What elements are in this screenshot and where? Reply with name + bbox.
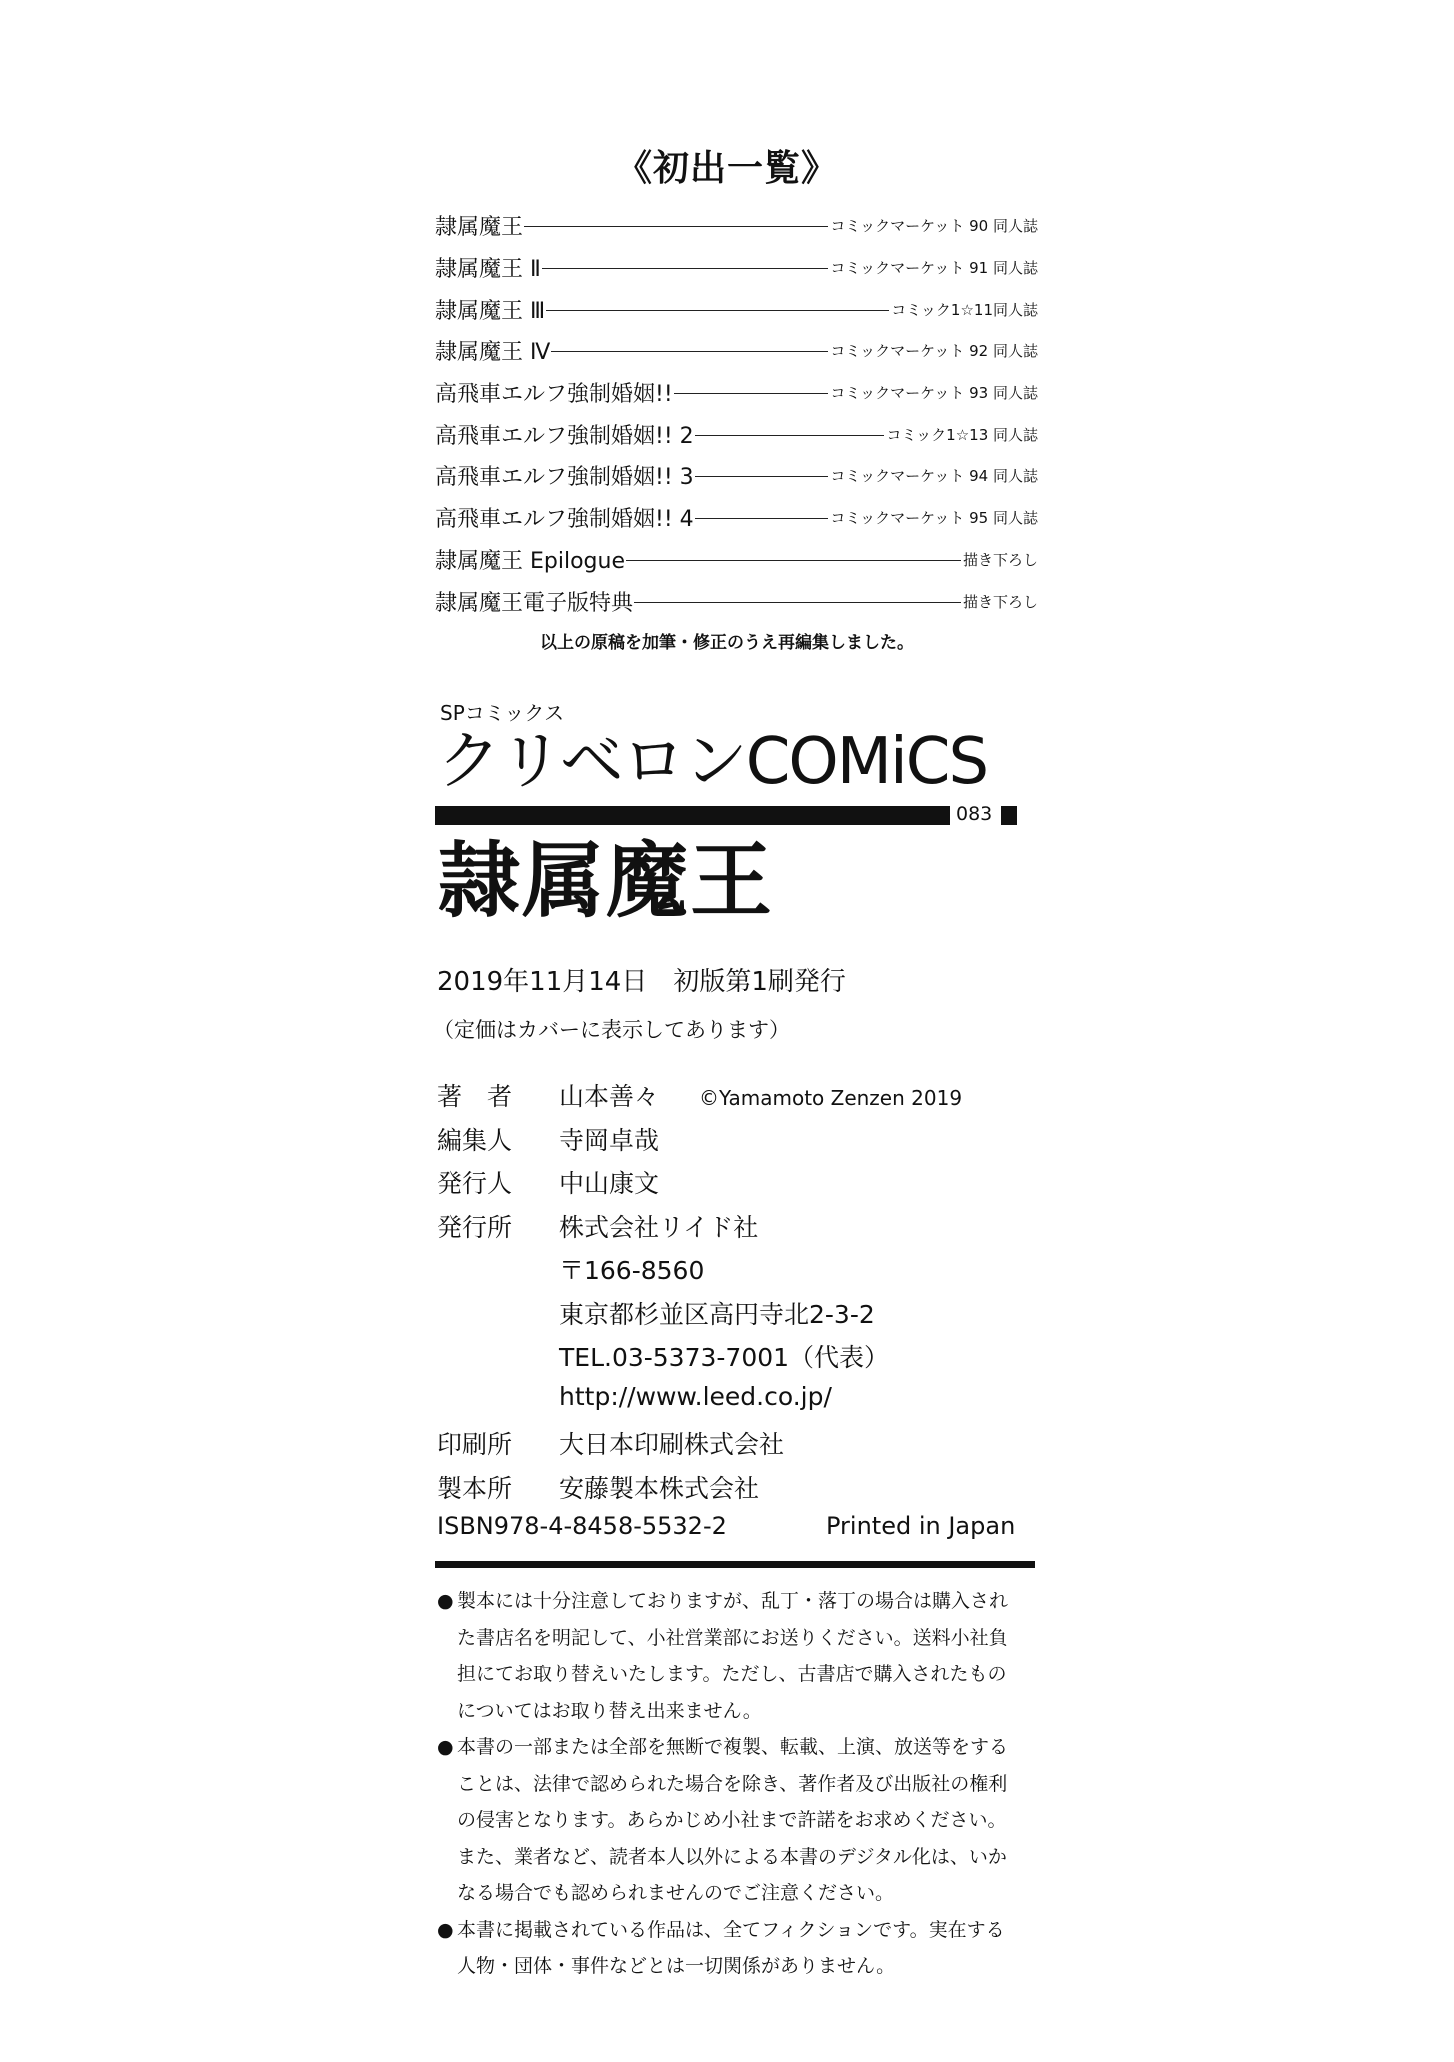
notice-line: た書店名を明記して、小社営業部にお送りください。送料小社負	[457, 1626, 1008, 1649]
toc-item	[435, 205, 1038, 247]
toc-item-title: 隷属魔王 Ⅳ	[435, 340, 551, 366]
notices	[437, 1583, 1037, 1985]
toc-item-title: 隷属魔王 Epilogue	[435, 548, 625, 574]
notice-line: ● 製本には十分注意しておりますが、乱丁・落丁の場合は購入され	[437, 1583, 1037, 1620]
book-title: 隷属魔王	[438, 834, 775, 929]
toc-item-source: コミックマーケット 95 同人誌	[830, 509, 1038, 528]
toc-item-source: コミック1☆11同人誌	[891, 300, 1038, 319]
credit-author	[437, 1077, 962, 1121]
credit-label: 製本所	[437, 1473, 513, 1503]
toc-leader-line	[626, 560, 961, 561]
toc-item-source: コミック1☆13 同人誌	[886, 425, 1038, 444]
publisher-postal-code: 〒166-8560	[559, 1256, 705, 1285]
toc-leader-line	[695, 435, 885, 436]
toc-leader-line	[524, 226, 828, 227]
toc-item-title: 高飛車エルフ強制婚姻!! 4	[435, 507, 694, 533]
binder-name: 安藤製本株式会社	[559, 1473, 760, 1503]
notice-line: 人物・団体・事件などとは一切関係がありません。	[457, 1955, 896, 1977]
toc-heading: 《初出一覧》	[615, 148, 838, 189]
toc-item-source: コミックマーケット 94 同人誌	[830, 467, 1038, 486]
credits	[437, 1077, 962, 1512]
toc-item	[435, 247, 1038, 289]
section-divider	[435, 1561, 1035, 1568]
notice-line: ことは、法律で認められた場合を除き、著作者及び出版社の権利	[457, 1772, 1008, 1795]
publisher-url: http://www.leed.co.jp/	[559, 1381, 832, 1411]
isbn: ISBN978-4-8458-5532-2	[437, 1512, 727, 1540]
toc-item-source: 描き下ろし	[962, 550, 1038, 569]
toc-item-title: 高飛車エルフ強制婚姻!! 3	[435, 465, 694, 491]
bullet-icon: ●	[437, 1590, 454, 1612]
notice-line: 担にてお取り替えいたします。ただし、古書店で購入されたもの	[457, 1663, 1007, 1685]
label-logo: クリベロンCOMiCS	[437, 725, 988, 799]
credit-publisher	[437, 1208, 962, 1252]
publisher-tel-row	[437, 1338, 962, 1382]
toc-item-source: コミックマーケット 91 同人誌	[830, 259, 1038, 278]
credit-publisher-person	[437, 1164, 962, 1208]
toc-item-title: 隷属魔王電子版特典	[435, 590, 634, 616]
notice-line: の侵害となります。あらかじめ小社まで許諾をお求めください。	[457, 1809, 1007, 1831]
toc-item-title: 隷属魔王	[435, 215, 524, 241]
toc-item	[435, 413, 1038, 455]
credit-label: 発行人	[437, 1169, 513, 1198]
toc-leader-line	[634, 602, 961, 603]
publisher-address: 東京都杉並区高円寺北2-3-2	[559, 1299, 875, 1329]
series-square-mark	[1001, 806, 1017, 825]
toc-item-title: 高飛車エルフ強制婚姻!! 2	[435, 423, 694, 449]
toc-item	[435, 330, 1038, 372]
toc-item	[435, 580, 1038, 622]
credit-label: 印刷所	[437, 1430, 513, 1459]
toc-leader-line	[674, 393, 829, 394]
bullet-icon: ●	[437, 1918, 454, 1941]
credit-label: 編集人	[437, 1125, 513, 1155]
toc-leader-line	[542, 268, 829, 269]
credit-label: 発行所	[437, 1212, 513, 1242]
credit-label: 著 者	[437, 1082, 513, 1111]
toc-item-title: 隷属魔王 Ⅲ	[435, 298, 546, 324]
printer-name: 大日本印刷株式会社	[559, 1430, 785, 1459]
toc-item	[435, 539, 1038, 581]
toc-leader-line	[546, 310, 889, 311]
credit-editor	[437, 1121, 962, 1165]
toc-item	[435, 455, 1038, 497]
publisher-person-name: 中山康文	[559, 1169, 660, 1198]
toc-leader-line	[695, 518, 829, 519]
toc-item-source: コミックマーケット 90 同人誌	[830, 217, 1038, 236]
toc-item-source: 描き下ろし	[962, 592, 1038, 611]
publisher-url-row	[437, 1382, 962, 1426]
toc-item	[435, 372, 1038, 414]
printed-in: Printed in Japan	[826, 1512, 1016, 1540]
toc-leader-line	[695, 476, 829, 477]
publisher-name: 株式会社リイド社	[559, 1212, 759, 1242]
publication-date: 2019年11月14日 初版第1刷発行	[437, 967, 846, 997]
toc-item-source: コミックマーケット 93 同人誌	[830, 384, 1038, 403]
toc-item-title: 高飛車エルフ強制婚姻!!	[435, 382, 673, 408]
editor-name: 寺岡卓哉	[559, 1125, 660, 1155]
publisher-address-row	[437, 1295, 962, 1339]
notice-line: また、業者など、読者本人以外による本書のデジタル化は、いか	[457, 1845, 1007, 1868]
imprint-label: SPコミックス	[440, 701, 565, 725]
notice-line: なる場合でも認められませんのでご注意ください。	[457, 1882, 895, 1904]
toc-item-title: 隷属魔王 Ⅱ	[435, 257, 541, 283]
author-name: 山本善々	[559, 1082, 660, 1111]
price-note: （定価はカバーに表示してあります）	[433, 1018, 790, 1042]
notice-line: ● 本書の一部または全部を無断で複製、転載、上演、放送等をする	[437, 1729, 1037, 1766]
series-number: 083	[956, 803, 993, 825]
notice-line: ● 本書に掲載されている作品は、全てフィクションです。実在する	[437, 1912, 1037, 1949]
bullet-icon: ●	[437, 1736, 454, 1758]
publisher-tel: TEL.03-5373-7001（代表）	[559, 1343, 890, 1372]
toc-list	[435, 205, 1038, 622]
notice-line: についてはお取り替え出来ません。	[457, 1699, 762, 1722]
publisher-postal-row	[437, 1251, 962, 1295]
credit-binder	[437, 1469, 962, 1513]
toc-item	[435, 497, 1038, 539]
toc-leader-line	[551, 351, 828, 352]
copyright-notice: ©Yamamoto Zenzen 2019	[699, 1086, 963, 1110]
toc-item	[435, 288, 1038, 330]
toc-item-source: コミックマーケット 92 同人誌	[830, 342, 1038, 361]
series-bar	[435, 806, 950, 825]
toc-note: 以上の原稿を加筆・修正のうえ再編集しました。	[540, 633, 914, 653]
credit-printer	[437, 1425, 962, 1469]
